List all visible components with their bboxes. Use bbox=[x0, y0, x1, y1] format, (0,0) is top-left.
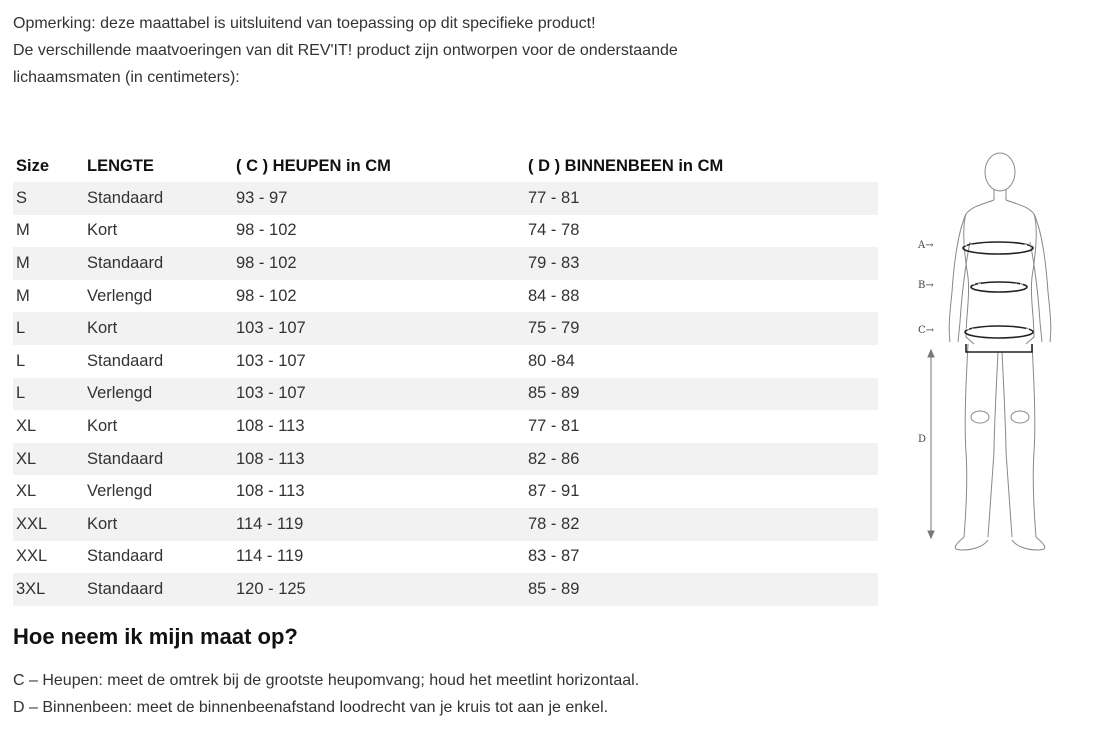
table-row bbox=[13, 475, 878, 508]
body-measurement-figure bbox=[914, 152, 1064, 554]
intro-description-cont: lichaamsmaten (in centimeters): bbox=[13, 69, 240, 86]
cell-size: 3XL bbox=[13, 573, 84, 606]
cell-inseam: 85 - 89 bbox=[525, 378, 878, 411]
cell-inseam: 79 - 83 bbox=[525, 247, 878, 280]
table-row bbox=[13, 247, 878, 280]
cell-size: XXL bbox=[13, 508, 84, 541]
table-row bbox=[13, 443, 878, 476]
cell-hips: 98 - 102 bbox=[233, 247, 525, 280]
intro-note: Opmerking: deze maattabel is uitsluitend van toepassing op dit specifieke product! bbox=[13, 15, 596, 32]
cell-size: L bbox=[16, 351, 26, 370]
table-row bbox=[13, 312, 878, 345]
cell-hips: 114 - 119 bbox=[236, 547, 304, 566]
table-row bbox=[13, 378, 878, 411]
cell-hips: 108 - 113 bbox=[236, 482, 305, 501]
mannequin-illustration bbox=[914, 152, 1064, 554]
header-size: Size bbox=[16, 156, 50, 175]
label-c: C→ bbox=[918, 325, 935, 336]
cell-length: Kort bbox=[87, 416, 118, 435]
label-b: B→ bbox=[918, 280, 934, 291]
cell-hips: 93 - 97 bbox=[233, 182, 525, 215]
arrow-c-icon: → bbox=[925, 325, 935, 336]
header-inseam: ( D ) BINNENBEEN in CM bbox=[528, 156, 724, 175]
cell-inseam: 74 - 78 bbox=[528, 221, 580, 240]
cell-length: Verlengd bbox=[87, 482, 153, 501]
cell-hips: 108 - 113 bbox=[233, 443, 525, 476]
cell-inseam: 82 - 86 bbox=[525, 443, 878, 476]
cell-size: L bbox=[13, 378, 84, 411]
header-hips: ( C ) HEUPEN in CM bbox=[236, 156, 391, 175]
cell-hips: 103 - 107 bbox=[236, 351, 306, 370]
cell-hips: 114 - 119 bbox=[233, 508, 525, 541]
table-header-row bbox=[13, 150, 878, 182]
howto-title: Hoe neem ik mijn maat op? bbox=[13, 624, 298, 649]
cell-size: L bbox=[13, 312, 84, 345]
cell-size: M bbox=[16, 221, 30, 240]
cell-inseam: 87 - 91 bbox=[528, 482, 580, 501]
cell-inseam: 78 - 82 bbox=[525, 508, 878, 541]
label-a: A→ bbox=[918, 240, 934, 251]
table-row bbox=[13, 508, 878, 541]
table-row bbox=[13, 410, 878, 443]
cell-length: Standaard bbox=[84, 443, 233, 476]
table-row bbox=[13, 573, 878, 606]
cell-hips: 120 - 125 bbox=[233, 573, 525, 606]
cell-length: Verlengd bbox=[87, 286, 153, 305]
cell-inseam: 77 - 81 bbox=[525, 182, 878, 215]
cell-inseam: 80 -84 bbox=[528, 351, 575, 370]
cell-length: Kort bbox=[84, 508, 233, 541]
cell-length: Kort bbox=[87, 221, 118, 240]
cell-size: M bbox=[13, 247, 84, 280]
cell-size: S bbox=[13, 182, 84, 215]
table-body bbox=[13, 182, 878, 606]
cell-inseam: 85 - 89 bbox=[525, 573, 878, 606]
cell-size: XXL bbox=[16, 547, 48, 566]
table-row bbox=[13, 215, 878, 248]
cell-hips: 98 - 102 bbox=[236, 286, 297, 305]
cell-length: Verlengd bbox=[84, 378, 233, 411]
cell-inseam: 83 - 87 bbox=[528, 547, 580, 566]
size-table bbox=[13, 150, 878, 606]
cell-inseam: 77 - 81 bbox=[528, 416, 580, 435]
cell-hips: 103 - 107 bbox=[233, 378, 525, 411]
instruction-hips: C – Heupen: meet de omtrek bij de grootste heupomvang; houd het meetlint horizontaal. bbox=[13, 672, 640, 689]
header-length: LENGTE bbox=[87, 156, 154, 175]
cell-length: Standaard bbox=[84, 573, 233, 606]
intro-description: De verschillende maatvoeringen van dit REV'IT! product zijn ontworpen voor de onderstaande bbox=[13, 42, 678, 59]
cell-inseam: 75 - 79 bbox=[525, 312, 878, 345]
table-row bbox=[13, 280, 878, 313]
cell-length: Standaard bbox=[84, 182, 233, 215]
cell-size: XL bbox=[13, 443, 84, 476]
table-row bbox=[13, 345, 878, 378]
cell-hips: 108 - 113 bbox=[236, 416, 305, 435]
table-row bbox=[13, 541, 878, 574]
table-row bbox=[13, 182, 878, 215]
cell-length: Standaard bbox=[87, 547, 164, 566]
cell-size: XL bbox=[16, 482, 37, 501]
cell-hips: 98 - 102 bbox=[236, 221, 297, 240]
cell-length: Kort bbox=[84, 312, 233, 345]
cell-size: M bbox=[16, 286, 30, 305]
instruction-inseam: D – Binnenbeen: meet de binnenbeenafstand loodrecht van je kruis tot aan je enkel. bbox=[13, 699, 609, 716]
measurement-instructions bbox=[13, 667, 639, 721]
arrow-a-icon: → bbox=[925, 240, 934, 251]
arrow-b-icon: → bbox=[925, 280, 934, 291]
cell-hips: 103 - 107 bbox=[233, 312, 525, 345]
label-d: D bbox=[918, 434, 927, 445]
cell-length: Standaard bbox=[87, 351, 164, 370]
cell-length: Standaard bbox=[84, 247, 233, 280]
cell-size: XL bbox=[16, 416, 37, 435]
intro-text bbox=[13, 10, 678, 91]
cell-inseam: 84 - 88 bbox=[528, 286, 580, 305]
